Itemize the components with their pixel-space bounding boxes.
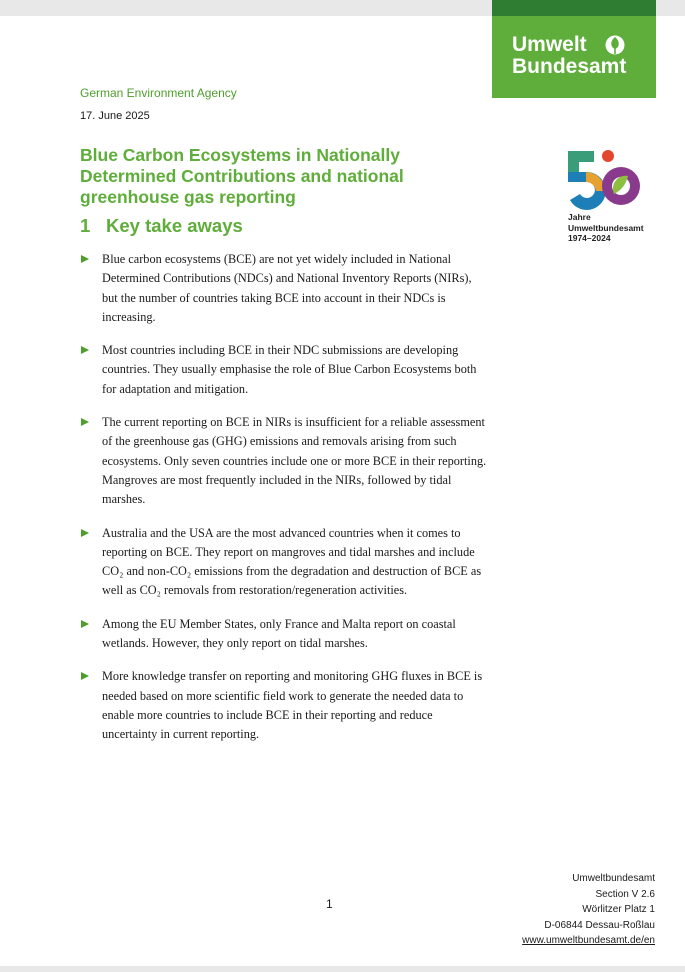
leaf-icon <box>605 35 625 55</box>
anniversary-caption: Jahre Umweltbundesamt 1974–2024 <box>568 212 644 243</box>
agency-name: German Environment Agency <box>80 86 237 100</box>
address-line: Umweltbundesamt <box>572 873 655 884</box>
address-line: D-06844 Dessau-Roßlau <box>544 919 655 931</box>
key-takeaways-list <box>80 250 490 759</box>
section-number: 1 <box>80 215 91 236</box>
umweltbundesamt-logo <box>492 0 656 98</box>
bullet-arrow-icon <box>81 672 89 680</box>
logo-line-1: Umwelt <box>512 33 587 56</box>
list-item: Blue carbon ecosystems (BCE) are not yet widely included in National Determined Contributions (NDCs) and National Inventory Reports (NIRs), but the number of countries taking BCE into account in their NDCs is increasing. <box>80 250 490 327</box>
logo-line-2: Bundesamt <box>512 55 627 78</box>
bullet-arrow-icon <box>81 255 89 263</box>
address-line: Wörlitzer Platz 1 <box>582 904 655 915</box>
footer-address <box>522 871 655 949</box>
document-title: Blue Carbon Ecosystems in Nationally Determined Contributions and national greenhouse gas reporting <box>80 145 404 207</box>
list-item: The current reporting on BCE in NIRs is insufficient for a reliable assessment of the greenhouse gas (GHG) emissions and removals arising from such ecosystems. Only seven countries include one or more BCE in their reporting. Mangroves are most frequently included in the NIRs, followed by tidal marshes. <box>80 413 490 509</box>
bottom-band <box>0 966 685 972</box>
section-title: Key take aways <box>106 215 243 236</box>
website-link[interactable]: www.umweltbundesamt.de/en <box>522 935 655 946</box>
address-line: Section V 2.6 <box>595 888 655 900</box>
list-item: Most countries including BCE in their NDC submissions are developing countries. They usually emphasise the role of Blue Carbon Ecosystems both for adaptation and mitigation. <box>80 341 490 399</box>
list-item: More knowledge transfer on reporting and monitoring GHG fluxes in BCE is needed based on more scientific field work to generate the needed data to enable more countries to include BCE in their reporting and reduce uncertainty in current reporting. <box>80 667 490 744</box>
bullet-arrow-icon <box>81 529 89 537</box>
list-item: Australia and the USA are the most advanced countries when it comes to reporting on BCE. They report on mangroves and tidal marshes and include CO₂ and non-CO₂ emissions from the degradation and destruction of BCE as well as CO₂ removals from restoration/regeneration activities. <box>80 524 490 601</box>
anniversary-50-logo <box>566 148 650 210</box>
bullet-arrow-icon <box>81 620 89 628</box>
bullet-arrow-icon <box>81 418 89 426</box>
page-number: 1 <box>326 897 333 911</box>
section-heading <box>80 215 243 237</box>
document-date: 17. June 2025 <box>80 110 150 122</box>
list-item: Among the EU Member States, only France and Malta report on coastal wetlands. However, they only report on tidal marshes. <box>80 615 490 654</box>
bullet-arrow-icon <box>81 346 89 354</box>
